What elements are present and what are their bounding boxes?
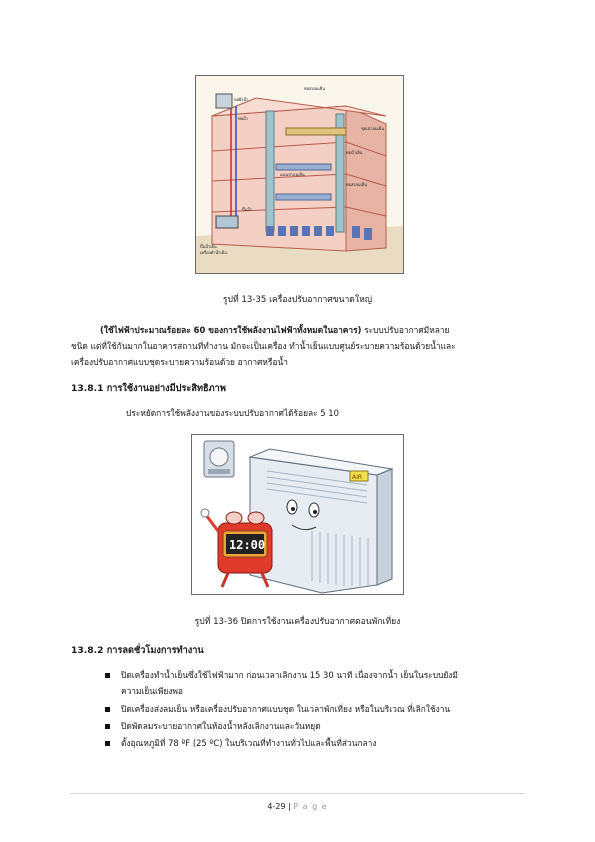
section-1-heading: 13.8.1 การใช้งานอย่างมีประสิทธิภาพ	[71, 383, 226, 394]
bullet-4: ตั้งอุณหภูมิที่ 78 ºF (25 ºC) ในบริเวณที่ทำงานทั่วไปและพื้นที่ส่วนกลาง	[121, 738, 377, 748]
footer-separator: |	[288, 802, 291, 811]
label-water-pipe: ท่อน้ำ	[238, 116, 249, 121]
intro-line-1	[100, 322, 540, 338]
bullet-1-line-1: ปิดเครื่องทำน้ำเย็นซึ่งใช้ไฟฟ้ามาก ก่อนเวลาเลิกงาน 15 30 นาที เนื่องจากน้ำ เย็นในระบบยังมี	[121, 670, 458, 680]
section-1-text: ประหยัดการใช้พลังงานของระบบปรับอากาศได้ร้อยละ 5 10	[126, 408, 339, 418]
label-pump: ปั๊มน้ำ	[242, 207, 253, 212]
label-chilled-pump: ปั๊มน้ำเย็น	[200, 244, 217, 249]
page-number: 4-29	[267, 802, 286, 811]
bullet-1-line-2: ความเย็นเพียงพอ	[121, 686, 183, 696]
page-word: P a g e	[293, 802, 328, 811]
figure1-caption: รูปที่ 13-35 เครื่องปรับอากาศขนาดใหญ่	[222, 295, 373, 305]
intro-bold-text: (ใช้ไฟฟ้าประมาณร้อยละ 60 ของการใช้พลังงานไฟฟ้าทั้งหมดในอาคาร)	[100, 325, 362, 335]
bullet-icon	[105, 741, 110, 746]
figure-building-hvac	[195, 75, 404, 274]
label-chilled-pipe: ท่อน้ำเย็น	[346, 150, 363, 155]
label-cooling-tower: หอผึ่งน้ำ	[234, 97, 249, 102]
bullet-3: ปิดพัดลมระบายอากาศในห้องน้ำหลังเลิกงานและวันหยุด	[121, 721, 321, 731]
building-hvac-illustration	[196, 76, 403, 273]
label-cooling-duct: ท่อส่งลมเย็น	[304, 86, 325, 91]
page-footer	[0, 802, 595, 811]
bullet-icon	[105, 724, 110, 729]
ac-unit-illustration	[192, 435, 403, 594]
clock-display: 12:00	[229, 538, 266, 552]
intro-line1-rest: ระบบปรับอากาศมีหลาย	[361, 325, 450, 335]
intro-line-3: เครื่องปรับอากาศแบบชุดระบายความร้อนด้วย อากาศหรือน้ำ	[71, 357, 288, 367]
label-air-handler: ชุดเป่าลมเย็น	[361, 126, 384, 131]
figure-ac-lunch-off	[191, 434, 404, 595]
bullet-icon	[105, 707, 110, 712]
intro-line-2: ชนิด แต่ที่ใช้กันมากในอาคารสถานที่ทำงาน มักจะเป็นเครื่อง ทำน้ำเย็นแบบศูนย์ระบายความร้อนด้วยน้ำและ	[71, 341, 456, 351]
section-2-heading: 13.8.2 การลดชั่วโมงการทำงาน	[71, 645, 204, 656]
bullet-2: ปิดเครื่องส่งลมเย็น หรือเครื่องปรับอากาศแบบชุด ในเวลาพักเที่ยง หรือในบริเวณ ที่เลิกใช้งาน	[121, 704, 451, 714]
label-duct-2: ท่อส่งลมเย็น	[346, 182, 367, 187]
label-chiller: เครื่องทำน้ำเย็น	[200, 250, 227, 255]
figure2-caption: รูปที่ 13-36 ปิดการใช้งานเครื่องปรับอากาศตอนพักเที่ยง	[194, 617, 401, 627]
label-fan-coil: แผงเป่าลมเย็น	[280, 172, 305, 177]
unit-badge: AIR	[352, 474, 363, 481]
bullet-icon	[105, 673, 110, 678]
footer-divider	[70, 793, 525, 794]
